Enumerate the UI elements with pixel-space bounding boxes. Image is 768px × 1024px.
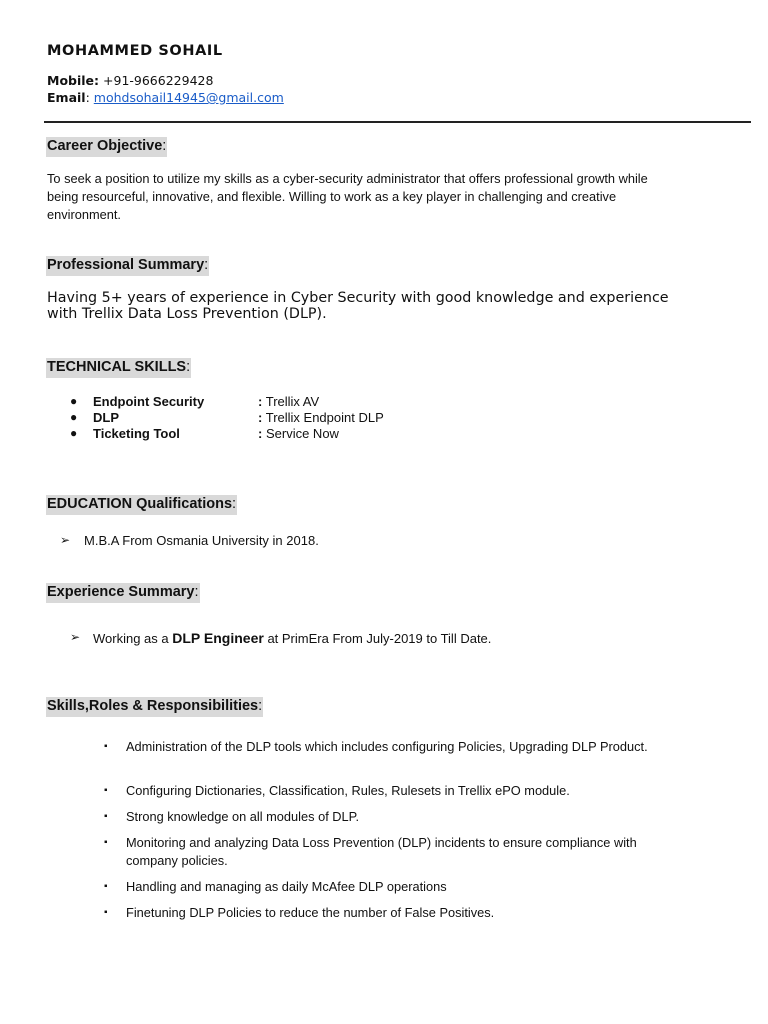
experience-role: DLP Engineer [172, 630, 264, 646]
technical-skills-title: TECHNICAL SKILLS [47, 359, 187, 375]
professional-summary-heading [46, 256, 209, 276]
header-divider [44, 121, 751, 123]
career-objective-text: To seek a position to utilize my skills as a cyber-security administrator that offers professional growth while being resourceful, innovative, and flexible. Willing to work as a key player in challenging and creative environment. [47, 171, 648, 222]
email-separator: : [85, 90, 90, 105]
professional-summary-text: Having 5+ years of experience in Cyber Security with good knowledge and experience with Trellix Data Loss Prevention (DLP). [47, 290, 669, 322]
skill-name: Ticketing Tool [93, 426, 180, 441]
candidate-name: MOHAMMED SOHAIL [47, 43, 223, 59]
arrow-bullet-icon: ➢ [70, 630, 81, 644]
responsibility-text: Finetuning DLP Policies to reduce the number of False Positives. [126, 905, 495, 920]
career-objective-heading [46, 137, 167, 157]
professional-summary-title: Professional Summary [47, 257, 205, 273]
responsibility-item [104, 904, 678, 922]
experience-text [93, 630, 491, 646]
experience-prefix: Working as a [93, 631, 169, 646]
square-bullet-icon: ▪ [104, 741, 108, 752]
mobile-number: +91-9666229428 [103, 73, 214, 88]
experience-summary-title: Experience Summary [47, 584, 195, 600]
education-heading [46, 495, 237, 515]
responsibility-text: Handling and managing as daily McAfee DLP operations [126, 879, 447, 894]
responsibility-item [104, 808, 678, 826]
mobile-label: Mobile: [47, 73, 100, 88]
responsibility-item [104, 834, 678, 870]
responsibility-item [104, 782, 678, 800]
heading-colon: : [194, 584, 199, 600]
bullet-icon: ● [70, 410, 78, 424]
square-bullet-icon: ▪ [104, 785, 108, 796]
heading-colon: : [258, 698, 263, 714]
bullet-icon: ● [70, 394, 78, 408]
career-objective-title: Career Objective [47, 138, 163, 154]
bullet-icon: ● [70, 426, 78, 440]
skill-value-text: Trellix AV [265, 394, 320, 409]
experience-item [70, 630, 570, 648]
experience-suffix: at PrimEra From July-2019 to Till Date. [267, 631, 492, 646]
email-link[interactable]: mohdsohail14945@gmail.com [93, 90, 284, 105]
heading-colon: : [162, 138, 167, 154]
skill-value [258, 394, 319, 409]
responsibility-item [104, 738, 678, 774]
arrow-bullet-icon: ➢ [60, 533, 71, 547]
responsibilities-title: Skills,Roles & Responsibilities [47, 698, 259, 714]
email-label: Email [47, 90, 86, 105]
square-bullet-icon: ▪ [104, 811, 108, 822]
skill-value-text: Trellix Endpoint DLP [265, 410, 384, 425]
heading-colon: : [232, 496, 237, 512]
skill-separator: : [258, 426, 263, 441]
responsibility-text: Configuring Dictionaries, Classification, Rules, Rulesets in Trellix ePO module. [126, 783, 570, 798]
technical-skills-heading [46, 358, 191, 378]
heading-colon: : [186, 359, 191, 375]
responsibility-text: Strong knowledge on all modules of DLP. [126, 809, 360, 824]
responsibility-text: Monitoring and analyzing Data Loss Prevention (DLP) incidents to ensure compliance with company policies. [126, 835, 637, 868]
responsibility-item [104, 878, 678, 896]
experience-summary-heading [46, 583, 200, 603]
skill-separator: : [258, 410, 263, 425]
skill-name: DLP [93, 410, 119, 425]
skill-separator: : [258, 394, 263, 409]
responsibilities-heading [46, 697, 263, 717]
heading-colon: : [204, 257, 209, 273]
square-bullet-icon: ▪ [104, 837, 108, 848]
skill-value [258, 410, 384, 425]
responsibility-text: Administration of the DLP tools which includes configuring Policies, Upgrading DLP Product. [126, 739, 648, 754]
education-title: EDUCATION Qualifications [47, 496, 233, 512]
square-bullet-icon: ▪ [104, 907, 108, 918]
square-bullet-icon: ▪ [104, 881, 108, 892]
education-text: M.B.A From Osmania University in 2018. [84, 533, 319, 548]
skill-value-text: Service Now [265, 426, 339, 441]
email-line [47, 90, 284, 105]
skill-value [258, 426, 339, 441]
mobile-line [47, 73, 213, 88]
education-item [60, 533, 460, 549]
skill-name: Endpoint Security [93, 394, 205, 409]
